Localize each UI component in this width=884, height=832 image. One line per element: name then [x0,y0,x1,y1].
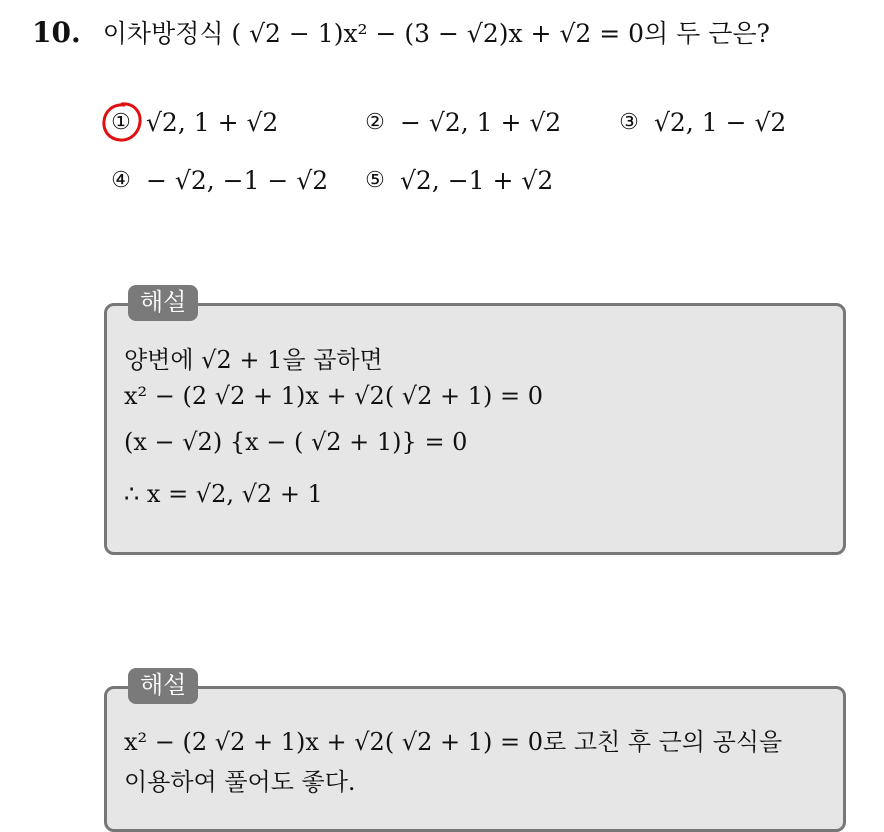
choice-2[interactable] [362,108,561,137]
choice-1[interactable] [108,108,278,137]
choice-2-text: − √2, 1 + √2 [400,108,562,137]
choice-3-mark: ③ [619,110,639,135]
choice-3-text: √2, 1 − √2 [654,108,787,137]
choice-1-text: √2, 1 + √2 [146,108,279,137]
solution-tag-2: 해설 [128,668,198,704]
solution-2-line-1: x² − (2 √2 + 1)x + √2( √2 + 1) = 0로 고친 후 근의 공식을 [124,728,783,756]
problem-statement: 이차방정식 ( √2 − 1)x² − (3 − √2)x + √2 = 0의 두 근은? [102,19,770,48]
choice-5-mark: ⑤ [365,168,385,193]
problem-number: 10. [32,16,81,49]
choice-4-text: − √2, −1 − √2 [146,166,329,195]
solution-box-2 [104,686,846,832]
choice-4-mark: ④ [111,168,131,193]
choice-1-mark: ① [111,110,131,135]
choice-5[interactable] [362,166,553,195]
choice-5-text: √2, −1 + √2 [400,166,554,195]
solution-1-line-1: 양변에 √2 + 1을 곱하면 [124,346,383,374]
problem-header [32,14,770,54]
solution-1-line-2: x² − (2 √2 + 1)x + √2( √2 + 1) = 0 [124,382,544,410]
choice-3[interactable] [616,108,786,137]
solution-tag-1: 해설 [128,285,198,321]
solution-1-line-4: ∴ x = √2, √2 + 1 [124,480,323,508]
choice-4[interactable] [108,166,328,195]
choice-2-mark: ② [365,110,385,135]
solution-1-line-3: (x − √2) {x − ( √2 + 1)} = 0 [124,428,468,456]
solution-2-line-2: 이용하여 풀어도 좋다. [124,768,356,796]
